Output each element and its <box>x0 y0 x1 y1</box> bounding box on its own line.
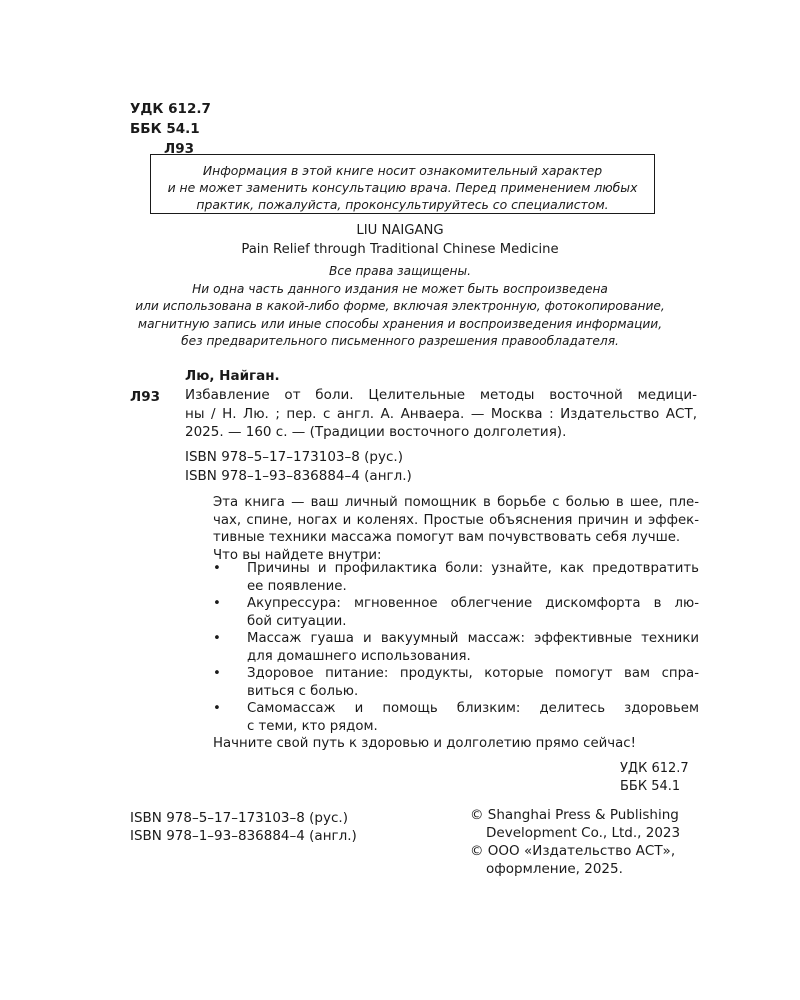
bullet-item <box>213 630 699 665</box>
annotation <box>213 494 699 564</box>
bullet-item <box>213 700 699 735</box>
copyright-line: Development Co., Ltd., 2023 <box>486 825 681 841</box>
rights-line: или использована в какой-либо форме, включая электронную, фотокопирование, <box>135 299 665 313</box>
bullet-line: Причины и профилактика боли: узнайте, как предотвратить <box>247 561 699 576</box>
annotation-line: Эта книга — ваш личный помощник в борьбе с болью в шее, пле- <box>213 495 699 510</box>
bullet-line: для домашнего использования. <box>247 648 471 664</box>
annotation-line: тивные техники массажа помогут вам почувствовать себя лучше. <box>213 530 681 545</box>
bullet-item <box>213 560 699 595</box>
footer-isbn <box>130 809 357 845</box>
bullet-line: ее появление. <box>247 578 347 594</box>
annotation-lead: Что вы найдете внутри: <box>213 547 382 563</box>
author-sign: Л93 <box>164 141 194 157</box>
description-line: Избавление от боли. Целительные методы восточной медици- <box>185 387 697 403</box>
footer-bbk: ББК 54.1 <box>620 779 681 794</box>
copyright-line: © Shanghai Press & Publishing <box>470 807 679 823</box>
copyright-block <box>470 806 680 878</box>
annotation-line: чах, спине, ногах и коленях. Простые объяснения причин и эффек- <box>213 512 699 528</box>
rights-line: Все права защищены. <box>329 264 471 278</box>
bullet-marker: • <box>213 561 221 576</box>
footer-isbn-ru: ISBN 978–5–17–173103–8 (рус.) <box>130 810 348 826</box>
footer-udk: УДК 612.7 <box>620 761 689 776</box>
original-edition <box>0 221 800 259</box>
rights-line: Ни одна часть данного издания не может быть воспроизведена <box>192 281 608 296</box>
bullet-marker: • <box>213 666 221 681</box>
bullet-item <box>213 595 699 630</box>
disclaimer-line: практик, пожалуйста, проконсультируйтесь со специалистом. <box>196 197 609 212</box>
original-title: Pain Relief through Traditional Chinese Medicine <box>241 242 559 257</box>
bullet-line: виться с болью. <box>247 683 359 699</box>
bullet-line: Самомассаж и помощь близким: делитесь здоровьем <box>247 701 699 716</box>
bullet-marker: • <box>213 701 221 716</box>
bullet-line: бой ситуации. <box>247 613 347 629</box>
rights-notice <box>0 263 800 351</box>
disclaimer-line: и не может заменить консультацию врача. Перед применением любых <box>167 180 638 195</box>
copyright-line: © ООО «Издательство АСТ», <box>470 843 676 859</box>
annotation-closing: Начните свой путь к здоровью и долголетию прямо сейчас! <box>213 736 636 751</box>
footer-codes <box>620 760 700 796</box>
copyright-line: оформление, 2025. <box>486 861 623 877</box>
bullet-item <box>213 665 699 700</box>
biblio-author-sign: Л93 <box>130 389 160 405</box>
bullet-line: с теми, кто рядом. <box>247 718 378 734</box>
medical-disclaimer-box <box>150 154 655 214</box>
isbn-en: ISBN 978–1–93–836884–4 (англ.) <box>185 468 412 484</box>
bbk-code: ББК 54.1 <box>130 121 200 137</box>
bullet-marker: • <box>213 631 221 646</box>
isbn-ru: ISBN 978–5–17–173103–8 (рус.) <box>185 449 403 465</box>
original-author: LIU NAIGANG <box>356 223 444 238</box>
bullet-line: Акупрессура: мгновенное облегчение дискомфорта в лю- <box>247 596 699 611</box>
bullet-marker: • <box>213 596 221 611</box>
annotation-bullet-list <box>213 560 699 735</box>
biblio-author: Лю, Найган. <box>185 368 280 384</box>
classification-codes <box>130 99 211 159</box>
description-line: 2025. — 160 с. — (Традиции восточного долголетия). <box>185 424 567 440</box>
footer-isbn-en: ISBN 978–1–93–836884–4 (англ.) <box>130 828 357 844</box>
description-line: ны / Н. Лю. ; пер. с англ. А. Анваера. — Москва : Издательство АСТ, <box>185 405 697 422</box>
bullet-line: Массаж гуаша и вакуумный массаж: эффективные техники <box>247 631 699 646</box>
udk-code: УДК 612.7 <box>130 101 211 117</box>
rights-line: без предварительного письменного разрешения правообладателя. <box>181 334 619 348</box>
disclaimer-line: Информация в этой книге носит ознакомительный характер <box>202 163 603 178</box>
biblio-isbn <box>185 448 412 486</box>
biblio-description <box>185 386 697 442</box>
rights-line: магнитную запись или иные способы хранения и воспроизведения информации, <box>137 316 663 331</box>
bullet-line: Здоровое питание: продукты, которые помогут вам спра- <box>247 666 699 681</box>
